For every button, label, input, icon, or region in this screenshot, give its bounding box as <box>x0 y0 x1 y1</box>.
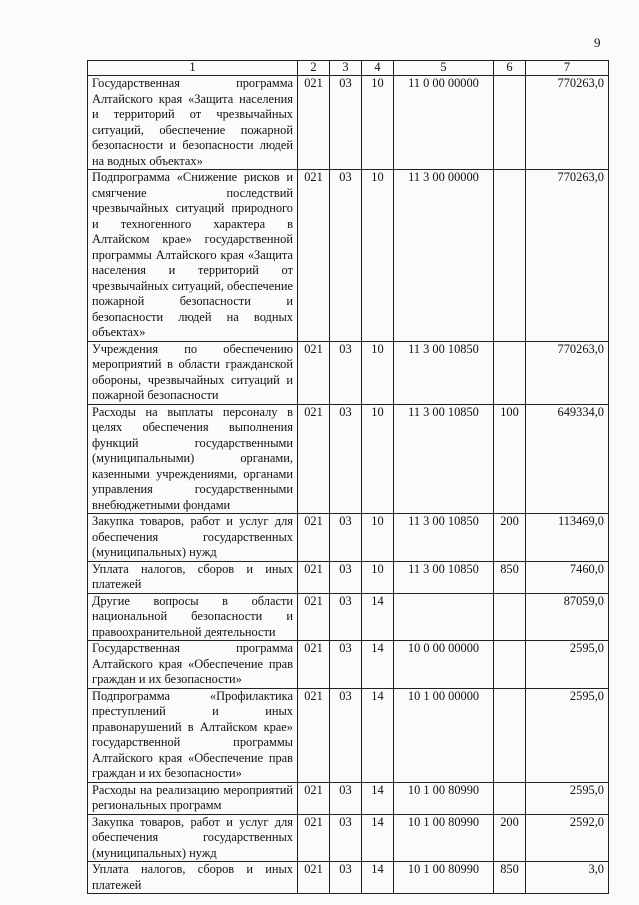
table-row <box>88 404 609 514</box>
cell-section: 03 <box>330 593 362 641</box>
cell-target-article: 11 3 00 10850 <box>394 404 494 514</box>
cell-amount: 2595,0 <box>526 688 609 782</box>
cell-expense-type: 200 <box>494 814 526 862</box>
cell-section: 03 <box>330 782 362 814</box>
item-name: Уплата налогов, сборов и иных платежей <box>88 862 298 894</box>
cell-section: 03 <box>330 688 362 782</box>
cell-amount: 3,0 <box>526 862 609 894</box>
cell-subsection: 10 <box>362 561 394 593</box>
cell-target-article: 11 3 00 10850 <box>394 561 494 593</box>
cell-section: 03 <box>330 641 362 689</box>
cell-target-article: 10 1 00 80990 <box>394 782 494 814</box>
cell-expense-type <box>494 593 526 641</box>
cell-amount: 2595,0 <box>526 641 609 689</box>
cell-amount: 87059,0 <box>526 593 609 641</box>
cell-target-article: 10 1 00 80990 <box>394 814 494 862</box>
cell-section: 03 <box>330 514 362 562</box>
cell-target-article: 10 1 00 80990 <box>394 862 494 894</box>
cell-section: 03 <box>330 341 362 404</box>
header-col-1: 1 <box>88 61 298 76</box>
item-name: Закупка товаров, работ и услуг для обеспечения государственных (муниципальных) нужд <box>88 814 298 862</box>
item-name: Государственная программа Алтайского края «Защита населения и территорий от чрезвычайных ситуаций, обеспечение пожарной безопасности и безопасности людей на водных объектах» <box>88 76 298 170</box>
cell-target-article: 11 3 00 00000 <box>394 170 494 342</box>
cell-subsection: 14 <box>362 688 394 782</box>
header-col-3: 3 <box>330 61 362 76</box>
header-row <box>88 61 609 76</box>
cell-subsection: 10 <box>362 514 394 562</box>
budget-table <box>87 60 609 894</box>
cell-amount: 2595,0 <box>526 782 609 814</box>
cell-expense-type <box>494 782 526 814</box>
item-name: Государственная программа Алтайского края «Обеспечение прав граждан и их безопасности» <box>88 641 298 689</box>
cell-code: 021 <box>298 814 330 862</box>
item-name: Другие вопросы в области национальной безопасности и правоохранительной деятельности <box>88 593 298 641</box>
cell-expense-type <box>494 76 526 170</box>
item-name: Расходы на выплаты персоналу в целях обеспечения выполнения функций государственными (муниципальными) органами, казенными учреждениями, органами управления государственными внебюджетными фондами <box>88 404 298 514</box>
cell-expense-type: 850 <box>494 561 526 593</box>
header-col-2: 2 <box>298 61 330 76</box>
item-name: Закупка товаров, работ и услуг для обеспечения государственных (муниципальных) нужд <box>88 514 298 562</box>
cell-amount: 2592,0 <box>526 814 609 862</box>
cell-amount: 649334,0 <box>526 404 609 514</box>
cell-section: 03 <box>330 170 362 342</box>
cell-expense-type: 850 <box>494 862 526 894</box>
cell-subsection: 10 <box>362 404 394 514</box>
cell-code: 021 <box>298 641 330 689</box>
table-row <box>88 76 609 170</box>
table-row <box>88 341 609 404</box>
table-row <box>88 782 609 814</box>
cell-code: 021 <box>298 404 330 514</box>
cell-target-article: 10 1 00 00000 <box>394 688 494 782</box>
cell-subsection: 14 <box>362 782 394 814</box>
cell-code: 021 <box>298 170 330 342</box>
header-col-4: 4 <box>362 61 394 76</box>
cell-section: 03 <box>330 814 362 862</box>
item-name: Уплата налогов, сборов и иных платежей <box>88 561 298 593</box>
table-row <box>88 514 609 562</box>
table-row <box>88 641 609 689</box>
cell-subsection: 14 <box>362 862 394 894</box>
cell-amount: 770263,0 <box>526 76 609 170</box>
cell-amount: 7460,0 <box>526 561 609 593</box>
cell-code: 021 <box>298 341 330 404</box>
cell-target-article: 11 3 00 10850 <box>394 514 494 562</box>
cell-subsection: 14 <box>362 641 394 689</box>
table-row <box>88 593 609 641</box>
cell-subsection: 10 <box>362 170 394 342</box>
cell-subsection: 10 <box>362 341 394 404</box>
table-row <box>88 862 609 894</box>
cell-expense-type <box>494 641 526 689</box>
cell-code: 021 <box>298 593 330 641</box>
table-row <box>88 814 609 862</box>
cell-subsection: 14 <box>362 593 394 641</box>
cell-section: 03 <box>330 404 362 514</box>
cell-expense-type <box>494 341 526 404</box>
item-name: Подпрограмма «Снижение рисков и смягчение последствий чрезвычайных ситуаций природного и техногенного характера в Алтайском крае» государственной программы Алтайского края «Защита населения и территорий от чрезвычайных ситуаций, обеспечение пожарной безопасности и безопасности людей на водных объектах» <box>88 170 298 342</box>
item-name: Учреждения по обеспечению мероприятий в области гражданской обороны, чрезвычайных ситуаций и пожарной безопасности <box>88 341 298 404</box>
cell-target-article: 11 3 00 10850 <box>394 341 494 404</box>
cell-subsection: 10 <box>362 76 394 170</box>
cell-code: 021 <box>298 76 330 170</box>
table-row <box>88 688 609 782</box>
cell-target-article: 11 0 00 00000 <box>394 76 494 170</box>
header-col-6: 6 <box>494 61 526 76</box>
cell-code: 021 <box>298 782 330 814</box>
item-name: Подпрограмма «Профилактика преступлений и иных правонарушений в Алтайском крае» государственной программы Алтайского края «Обеспечение прав граждан и их безопасности» <box>88 688 298 782</box>
header-col-7: 7 <box>526 61 609 76</box>
cell-subsection: 14 <box>362 814 394 862</box>
cell-section: 03 <box>330 76 362 170</box>
cell-expense-type <box>494 170 526 342</box>
cell-target-article: 10 0 00 00000 <box>394 641 494 689</box>
cell-amount: 770263,0 <box>526 170 609 342</box>
cell-code: 021 <box>298 561 330 593</box>
cell-code: 021 <box>298 688 330 782</box>
cell-expense-type <box>494 688 526 782</box>
cell-target-article <box>394 593 494 641</box>
item-name: Расходы на реализацию мероприятий региональных программ <box>88 782 298 814</box>
cell-amount: 113469,0 <box>526 514 609 562</box>
header-col-5: 5 <box>394 61 494 76</box>
cell-expense-type: 200 <box>494 514 526 562</box>
cell-code: 021 <box>298 514 330 562</box>
table-row <box>88 170 609 342</box>
cell-code: 021 <box>298 862 330 894</box>
cell-section: 03 <box>330 862 362 894</box>
cell-section: 03 <box>330 561 362 593</box>
cell-expense-type: 100 <box>494 404 526 514</box>
cell-amount: 770263,0 <box>526 341 609 404</box>
table-row <box>88 561 609 593</box>
page-number: 9 <box>594 35 601 50</box>
